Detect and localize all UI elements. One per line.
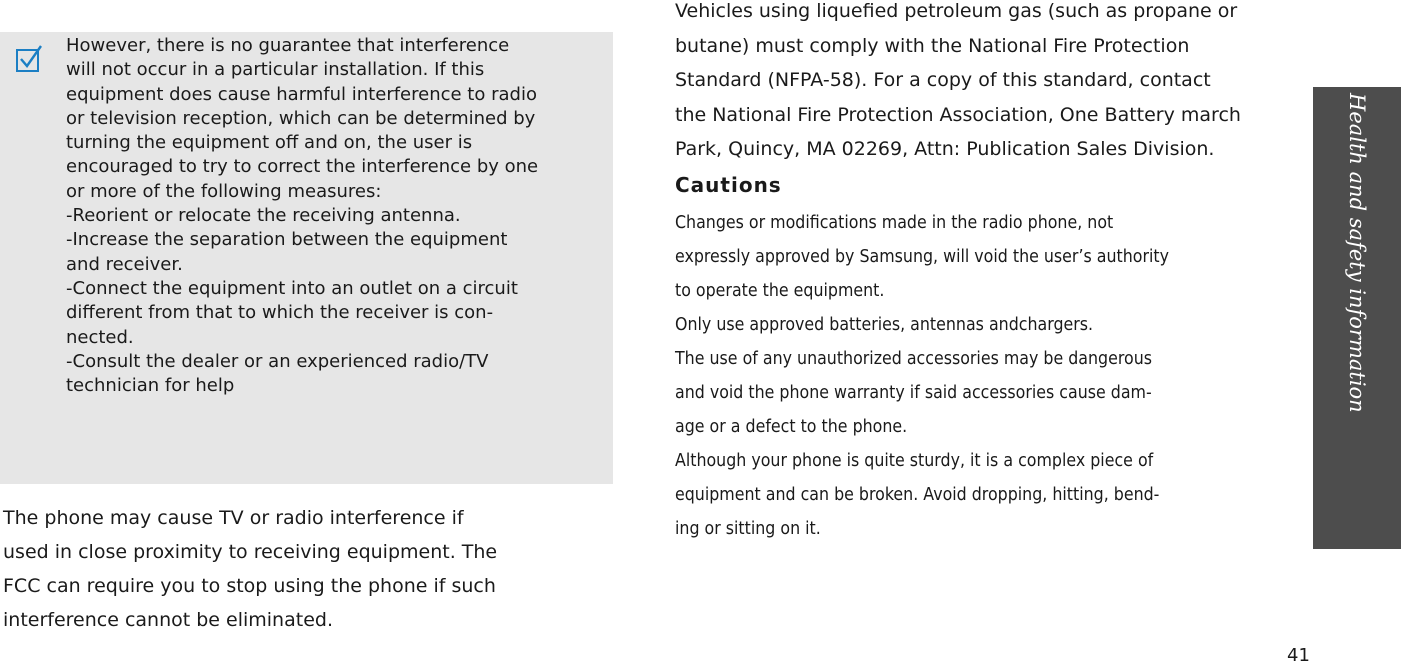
note-line: will not occur in a particular installation. If this — [66, 59, 485, 81]
cautions-heading: Cautions — [675, 173, 782, 197]
note-line: -Connect the equipment into an outlet on a circuit — [66, 277, 518, 299]
note-text — [66, 34, 606, 398]
note-line: or more of the following measures: — [66, 180, 382, 202]
paragraph-line: The phone may cause TV or radio interference if — [3, 507, 464, 529]
paragraph-line: ing or sitting on it. — [675, 518, 821, 539]
paragraph-line: Standard (NFPA-58). For a copy of this standard, contact — [675, 69, 1211, 91]
note-line: technician for help — [66, 375, 235, 397]
note-line: and receiver. — [66, 253, 183, 275]
paragraph-line: equipment and can be broken. Avoid dropping, hitting, bend- — [675, 484, 1160, 505]
paragraph-line: expressly approved by Samsung, will void the user’s authority — [675, 246, 1169, 267]
note-line: turning the equipment off and on, the user is — [66, 132, 473, 154]
checkbox-check-icon — [14, 44, 44, 74]
interference-paragraph — [3, 501, 603, 637]
page-number: 41 — [1287, 645, 1310, 666]
note-line: different from that to which the receiver is con- — [66, 302, 494, 324]
paragraph-line: the National Fire Protection Association, One Battery march — [675, 103, 1241, 126]
section-title: Health and safety information — [1345, 93, 1369, 413]
note-line: -Increase the separation between the equipment — [66, 229, 508, 251]
paragraph-line: age or a defect to the phone. — [675, 416, 908, 437]
paragraph-line: Only use approved batteries, antennas andchargers. — [675, 314, 1094, 335]
paragraph-line: Although your phone is quite sturdy, it is a complex piece of — [675, 450, 1154, 471]
cautions-paragraph — [675, 206, 1169, 546]
paragraph-line: Changes or modifications made in the radio phone, not — [675, 212, 1114, 233]
note-line: -Reorient or relocate the receiving antenna. — [66, 205, 461, 227]
note-box — [0, 32, 613, 484]
note-line: nected. — [66, 326, 134, 348]
paragraph-line: Vehicles using liquefied petroleum gas (such as propane or — [675, 0, 1238, 22]
note-line: encouraged to try to correct the interference by one — [66, 156, 539, 178]
paragraph-line: The use of any unauthorized accessories may be dangerous — [675, 348, 1153, 369]
paragraph-line: used in close proximity to receiving equipment. The — [3, 541, 498, 563]
note-line: However, there is no guarantee that interference — [66, 35, 510, 56]
lpg-paragraph — [675, 0, 1241, 167]
paragraph-line: interference cannot be eliminated. — [3, 609, 333, 631]
paragraph-line: butane) must comply with the National Fire Protection — [675, 34, 1190, 57]
section-side-tab — [1313, 87, 1401, 549]
paragraph-line: FCC can require you to stop using the phone if such — [3, 575, 496, 597]
note-line: -Consult the dealer or an experienced radio/TV — [66, 350, 489, 372]
note-line: equipment does cause harmful interference to radio — [66, 83, 537, 105]
paragraph-line: and void the phone warranty if said accessories cause dam- — [675, 382, 1152, 403]
paragraph-line: to operate the equipment. — [675, 280, 885, 301]
note-line: or television reception, which can be determined by — [66, 107, 536, 129]
paragraph-line: Park, Quincy, MA 02269, Attn: Publication Sales Division. — [675, 138, 1215, 160]
